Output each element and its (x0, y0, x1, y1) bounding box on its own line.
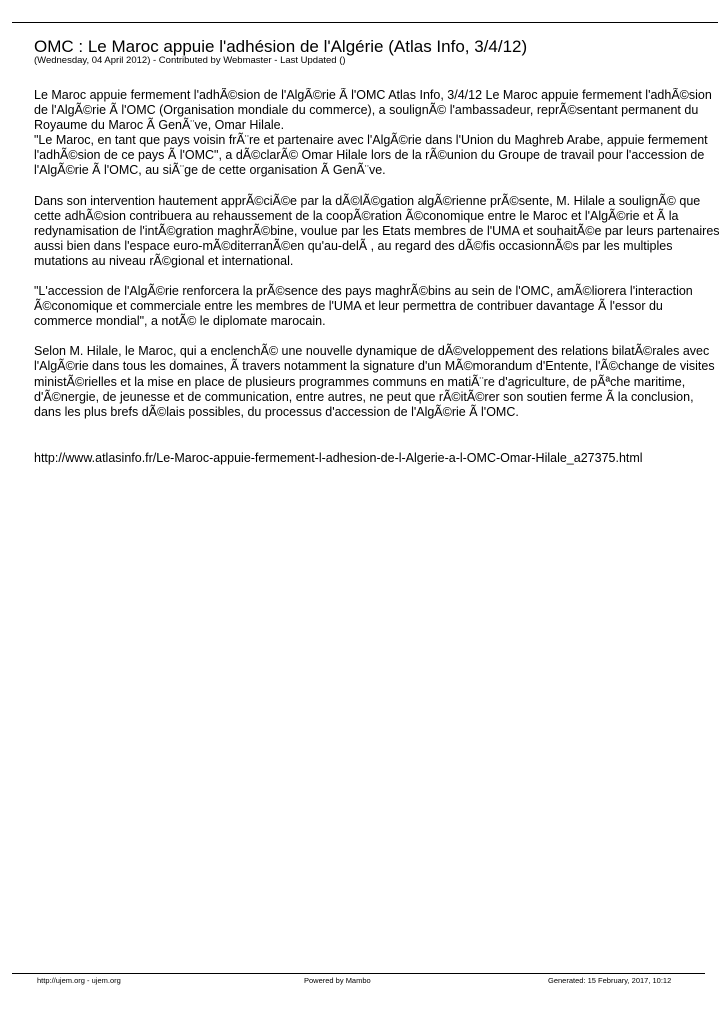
source-url: http://www.atlasinfo.fr/Le-Maroc-appuie-fermement-l-adhesion-de-l-Algerie-a-l-OMC-Omar-Hilale_a27375.html (34, 450, 643, 465)
footer-generated-date: Generated: 15 February, 2017, 10:12 (548, 976, 672, 985)
header-divider (12, 22, 718, 23)
footer-site-link[interactable]: http://ujem.org - ujem.org (37, 976, 121, 985)
article-paragraph: "L'accession de l'AlgÃ©rie renforcera la prÃ©sence des pays maghrÃ©bins au sein de l'OMC, amÃ©liorera l'interaction Ã©conomique et commerciale entre les membres de l'UMA et leur permettra de contribuer davantage Ã l'essor du commerce mondial", a notÃ© le diplomate marocain. (34, 284, 693, 329)
footer-powered-by: Powered by Mambo (304, 976, 371, 985)
article-title: OMC : Le Maroc appuie l'adhésion de l'Algérie (Atlas Info, 3/4/12) (34, 37, 528, 56)
article-paragraph: Selon M. Hilale, le Maroc, qui a enclenchÃ© une nouvelle dynamique de dÃ©veloppement des relations bilatÃ©rales avec l'AlgÃ©rie dans tous les domaines, Ã travers notamment la signature d'un MÃ©morandum d'Entente, l'Ã©change de visites ministÃ©rielles et la mise en place de plusieurs programmes communs en matiÃ¨re d'agriculture, de pÃªche maritime, d'Ã©nergie, de jeunesse et de communication, entre autres, ne peut que rÃ©itÃ©rer son soutien ferme Ã la conclusion, dans les plus brefs dÃ©lais possibles, du processus d'accession de l'AlgÃ©rie Ã l'OMC. (34, 344, 715, 419)
article-paragraph: Le Maroc appuie fermement l'adhÃ©sion de l'AlgÃ©rie Ã l'OMC Atlas Info, 3/4/12 Le Maroc appuie fermement l'adhÃ©sion de l'AlgÃ©rie Ã l'OMC (Organisation mondiale du commerce), a soulignÃ© l'ambassadeur, reprÃ©sentant permanent du Royaume du Maroc Ã GenÃ¨ve, Omar Hilale. "Le Maroc, en tant que pays voisin frÃ¨re et partenaire avec l'AlgÃ©rie dans l'Union du Maghreb Arabe, appuie fermement l'adhÃ©sion de ce pays Ã l'OMC", a dÃ©clarÃ© Omar Hilale lors de la rÃ©union du Groupe de travail pour l'accession de l'AlgÃ©rie Ã l'OMC, au siÃ¨ge de cette organisation Ã GenÃ¨ve. (34, 88, 712, 178)
article-body (34, 88, 724, 481)
article-paragraph: Dans son intervention hautement apprÃ©ciÃ©e par la dÃ©lÃ©gation algÃ©rienne prÃ©sente, M. Hilale a soulignÃ© que cette adhÃ©sion contribuera au rehaussement de la coopÃ©ration Ã©conomique entre le Maroc et l'AlgÃ©rie et Ã la redynamisation de l'intÃ©gration maghrÃ©bine, voulue par les Etats membres de l'UMA et souhaitÃ©e par leurs partenaires aussi bien dans l'espace euro-mÃ©diterranÃ©en qu'au-delÃ , au regard des dÃ©fis occasionnÃ©s par les multiples mutations au niveau rÃ©gional et international. (34, 193, 720, 268)
footer-divider (12, 973, 705, 974)
article-meta: (Wednesday, 04 April 2012) - Contributed by Webmaster - Last Updated () (34, 55, 346, 66)
